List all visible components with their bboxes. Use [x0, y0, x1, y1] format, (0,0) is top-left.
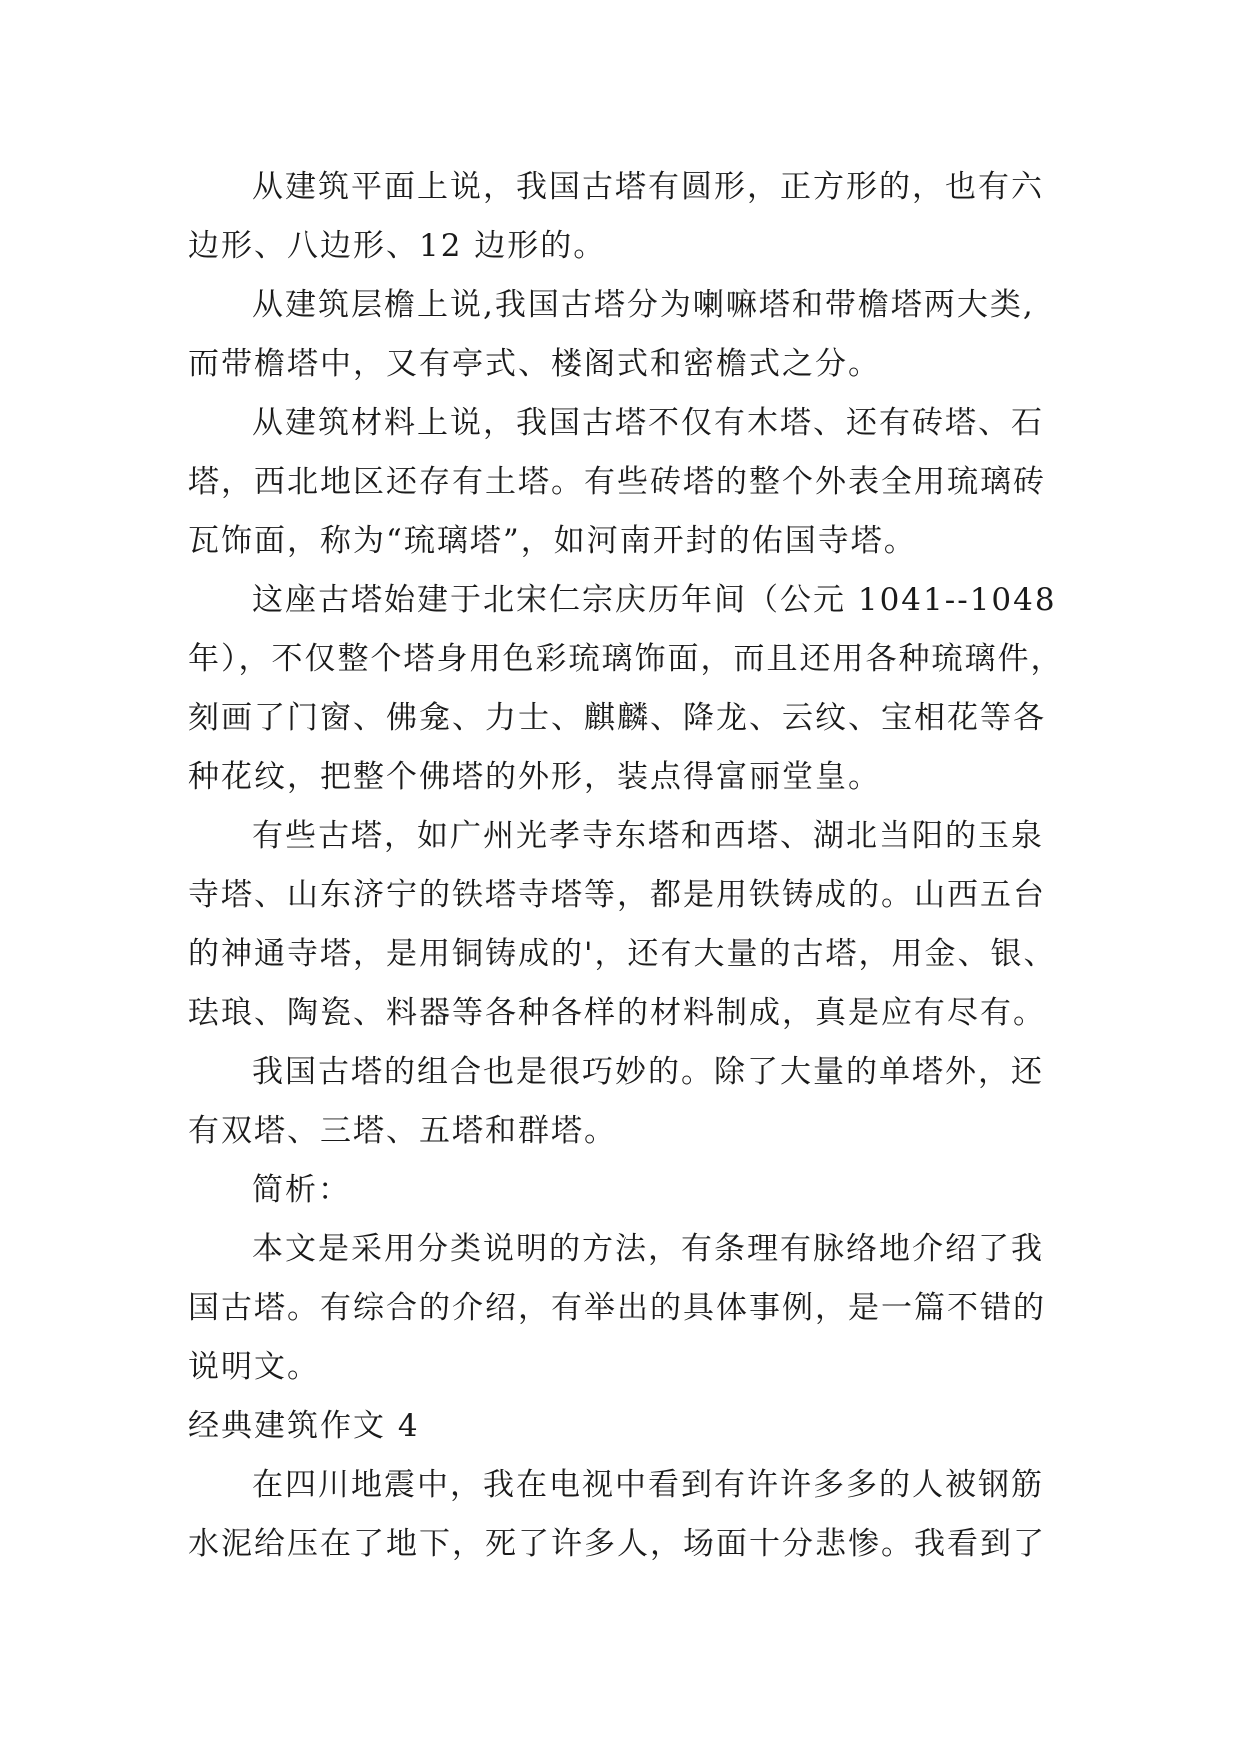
text-line: 从建筑层檐上说,我国古塔分为喇嘛塔和带檐塔两大类,	[252, 287, 1035, 323]
text-line: 种花纹，把整个佛塔的外形，装点得富丽堂皇。	[188, 759, 881, 795]
paragraph-combinations	[188, 1043, 1088, 1161]
section-heading: 经典建筑作文 4	[188, 1408, 420, 1444]
text-line: 珐琅、陶瓷、料器等各种各样的材料制成，真是应有尽有。	[188, 995, 1046, 1031]
text-line: 这座古塔始建于北宋仁宗庆历年间（公元 1041--1048	[252, 582, 1057, 618]
text-line: 从建筑材料上说，我国古塔不仅有木塔、还有砖塔、石	[252, 405, 1044, 441]
text-line: 说明文。	[188, 1349, 320, 1385]
text-line: 水泥给压在了地下，死了许多人，场面十分悲惨。我看到了	[188, 1526, 1046, 1562]
text-line: 从建筑平面上说，我国古塔有圆形，正方形的，也有六	[252, 169, 1044, 205]
text-line: 边形、八边形、12 边形的。	[188, 228, 607, 264]
text-line: 有双塔、三塔、五塔和群塔。	[188, 1113, 617, 1149]
text-line: 简析：	[252, 1172, 351, 1208]
text-line: 瓦饰面，称为“琉璃塔”，如河南开封的佑国寺塔。	[188, 523, 917, 559]
text-line: 刻画了门窗、佛龛、力士、麒麟、降龙、云纹、宝相花等各	[188, 700, 1046, 736]
paragraph-eaves	[188, 276, 1088, 394]
text-line: 寺塔、山东济宁的铁塔寺塔等，都是用铁铸成的。山西五台	[188, 877, 1046, 913]
text-line: 而带檐塔中，又有亭式、楼阁式和密檐式之分。	[188, 346, 881, 382]
text-line: 的神通寺塔，是用铜铸成的'，还有大量的古塔，用金、银、	[188, 936, 1057, 972]
text-line: 国古塔。有综合的介绍，有举出的具体事例，是一篇不错的	[188, 1290, 1046, 1326]
paragraph-glazed-tower	[188, 571, 1088, 807]
paragraph-analysis	[188, 1220, 1088, 1397]
text-line: 年），不仅整个塔身用色彩琉璃饰面，而且还用各种琉璃件，	[188, 641, 1064, 677]
paragraph-plan-shapes	[188, 158, 1088, 276]
text-line: 塔，西北地区还存有土塔。有些砖塔的整个外表全用琉璃砖	[188, 464, 1046, 500]
paragraph-earthquake	[188, 1456, 1088, 1574]
text-line: 本文是采用分类说明的方法，有条理有脉络地介绍了我	[252, 1231, 1044, 1267]
text-line: 我国古塔的组合也是很巧妙的。除了大量的单塔外，还	[252, 1054, 1044, 1090]
paragraph-metal-towers	[188, 807, 1088, 1043]
paragraph-materials	[188, 394, 1088, 571]
paragraph-analysis-label	[188, 1161, 1088, 1220]
text-line: 有些古塔，如广州光孝寺东塔和西塔、湖北当阳的玉泉	[252, 818, 1044, 854]
text-line: 在四川地震中，我在电视中看到有许许多多的人被钢筋	[252, 1467, 1044, 1503]
document-body	[188, 158, 1088, 1574]
